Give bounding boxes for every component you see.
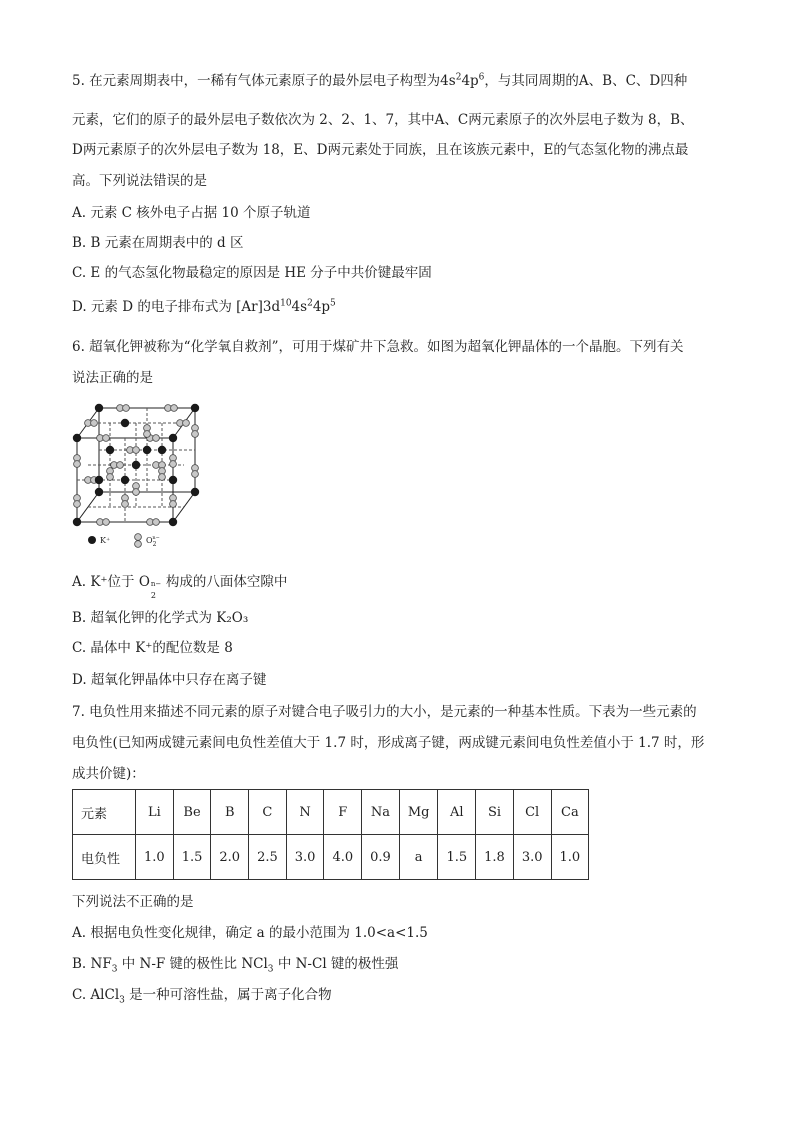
k-ion-atom — [73, 434, 81, 442]
table-cell: Cl — [513, 790, 551, 835]
table-cell: 1.5 — [438, 835, 476, 880]
o2-ion-atom — [103, 435, 110, 442]
legend-o2-label: $O_2n-$ — [146, 535, 160, 548]
q7-option-c: C. AlCl$_3$ 是一种可溶性盐，属于离子化合物 — [72, 987, 332, 1006]
table-cell: Al — [438, 790, 476, 835]
table-cell: Si — [476, 790, 514, 835]
legend-k-label: K⁺ — [100, 536, 111, 545]
o2-ion-atom — [153, 519, 160, 526]
q6-option-c: C. 晶体中 K⁺的配位数是 8 — [72, 640, 233, 656]
k-ion-legend-icon — [88, 536, 96, 544]
q6-stem-line1: 6. 超氧化钾被称为“化学氧自救剂”，可用于煤矿井下急救。如图为超氧化钾晶体的一个晶胞。下列有关 — [72, 339, 684, 355]
o2-ion-atom — [159, 474, 166, 481]
k-ion-atom — [169, 518, 177, 526]
o2-ion-atom — [117, 462, 124, 469]
k-ion-atom — [169, 476, 177, 484]
k-ion-atom — [121, 419, 129, 427]
k-ion-atom — [106, 446, 114, 454]
table-cell: Ca — [551, 790, 589, 835]
q5-option-c: C. E 的气态氢化物最稳定的原因是 HE 分子中共价键最牢固 — [72, 265, 432, 281]
o2-ion-atom — [133, 489, 140, 496]
o2-ion-atom — [170, 501, 177, 508]
q6-option-d: D. 超氧化钾晶体中只存在离子键 — [72, 672, 267, 688]
o2-ion-atom — [192, 471, 199, 478]
table-cell: F — [324, 790, 362, 835]
q5-option-a: A. 元素 C 核外电子占据 10 个原子轨道 — [72, 205, 311, 221]
table-header-electronegativity: 电负性 — [73, 835, 136, 880]
o2-ion-atom — [91, 420, 98, 427]
table-cell: Be — [173, 790, 211, 835]
o2-ion-atom — [123, 405, 130, 412]
q5-stem-line2: 元素，它们的原子的最外层电子数依次为 2、2、1、7，其中A、C两元素原子的次外层电子数为 8，B、 — [72, 112, 694, 128]
o2-ion-atom — [183, 420, 190, 427]
table-cell: 2.5 — [249, 835, 287, 880]
o2-ion-atom — [153, 435, 160, 442]
o2-ion-atom — [170, 461, 177, 468]
q5-stem-line3: D两元素原子的次外层电子数为 18，E、D两元素处于同族，且在该族元素中，E的气态氢化物的沸点最 — [72, 142, 689, 158]
o2-ion-atom — [192, 431, 199, 438]
table-cell: 0.9 — [362, 835, 400, 880]
q7-stem-line2: 电负性(已知两成键元素间电负性差值大于 1.7 时，形成离子键，两成键元素间电负性差值小于 1.7 时，形 — [72, 735, 705, 751]
o2-ion-atom — [74, 501, 81, 508]
table-cell: N — [286, 790, 324, 835]
q7-option-a: A. 根据电负性变化规律，确定 a 的最小范围为 1.0<a<1.5 — [72, 925, 428, 941]
k-ion-atom — [73, 518, 81, 526]
o2-ion-atom — [107, 474, 114, 481]
o2-ion-atom — [103, 519, 110, 526]
table-cell: Mg — [399, 790, 438, 835]
q7-stem-line3: 成共价键)： — [72, 766, 145, 782]
k-ion-atom — [143, 446, 151, 454]
table-cell: 3.0 — [286, 835, 324, 880]
q6-option-b: B. 超氧化钾的化学式为 K₂O₃ — [72, 610, 249, 626]
table-cell: 1.8 — [476, 835, 514, 880]
o2-ion-legend-icon — [135, 534, 142, 541]
q5-stem-line1: 5. 在元素周期表中，一稀有气体元素原子的最外层电子构型为$4s^24p^6$，与其同周期的A、B、C、D四种 — [72, 72, 688, 89]
table-cell: Na — [362, 790, 400, 835]
table-cell: 1.0 — [551, 835, 589, 880]
table-cell: 1.5 — [173, 835, 211, 880]
table-row — [73, 835, 589, 880]
o2-ion-atom — [74, 461, 81, 468]
table-cell: C — [249, 790, 287, 835]
table-cell: 3.0 — [513, 835, 551, 880]
k-ion-atom — [95, 404, 103, 412]
table-header-element: 元素 — [73, 790, 136, 835]
k-ion-atom — [95, 476, 103, 484]
q6-option-a: A. K⁺位于 O n− 2 构成的八面体空隙中 — [72, 574, 288, 600]
electronegativity-table — [72, 789, 589, 880]
crystal-cell-figure — [70, 398, 210, 550]
o2-ion-atom — [171, 405, 178, 412]
table-cell: 1.0 — [136, 835, 174, 880]
o2-ion-atom — [144, 431, 151, 438]
table-cell: 4.0 — [324, 835, 362, 880]
table-cell: a — [399, 835, 438, 880]
table-row — [73, 790, 589, 835]
k-ion-atom — [132, 461, 140, 469]
o2-ion-atom — [122, 501, 129, 508]
k-ion-atom — [191, 488, 199, 496]
k-ion-atom — [191, 404, 199, 412]
q6-stem-line2: 说法正确的是 — [72, 370, 153, 386]
k-ion-atom — [95, 488, 103, 496]
q7-prompt: 下列说法不正确的是 — [72, 894, 194, 910]
o2-ion-atom — [133, 447, 140, 454]
q5-option-d: D. 元素 D 的电子排布式为 $[Ar]3d^{10}4s^24p^5$ — [72, 298, 336, 315]
table-cell: Li — [136, 790, 174, 835]
k-ion-atom — [169, 434, 177, 442]
table-cell: B — [211, 790, 249, 835]
k-ion-atom — [158, 446, 166, 454]
q5-stem-line4: 高。下列说法错误的是 — [72, 173, 207, 189]
k-ion-atom — [121, 476, 129, 484]
q7-stem-line1: 7. 电负性用来描述不同元素的原子对键合电子吸引力的大小，是元素的一种基本性质。下表为一些元素的 — [72, 704, 697, 720]
table-cell: 2.0 — [211, 835, 249, 880]
q7-option-b: B. $NF_3$ 中 N-F 键的极性比 NCl$_3$ 中 N-Cl 键的极性强 — [72, 956, 399, 975]
q5-option-b: B. B 元素在周期表中的 d 区 — [72, 235, 244, 251]
